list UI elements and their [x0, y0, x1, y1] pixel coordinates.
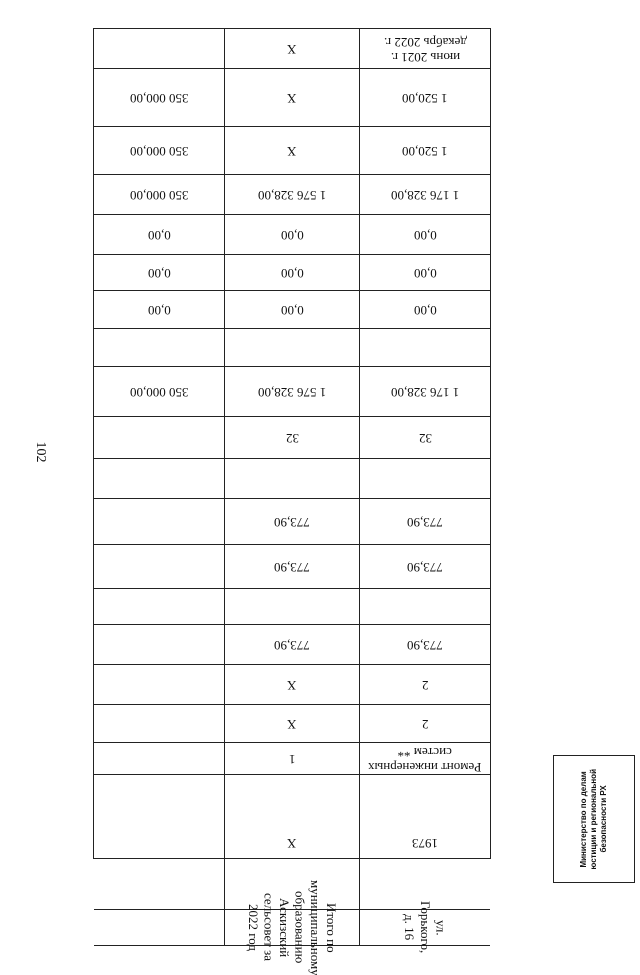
data-table	[93, 28, 491, 975]
table-cell	[360, 329, 490, 367]
table-cell	[94, 29, 225, 69]
table-cell: 773,90	[225, 545, 360, 589]
table-cell	[94, 459, 225, 499]
table-cell	[94, 910, 225, 946]
table-cell	[94, 665, 225, 705]
table-cell: X	[225, 127, 360, 175]
table-cell	[360, 589, 490, 625]
table-cell: 1 576 328,00	[225, 367, 360, 417]
table-cell: 0,00	[94, 255, 225, 291]
table-cell: X	[225, 705, 360, 743]
table-cell: 0,00	[225, 215, 360, 255]
table-cell	[225, 329, 360, 367]
table-cell	[94, 705, 225, 743]
table-cell: 1 576 328,00	[225, 175, 360, 215]
table-cell: X	[225, 69, 360, 127]
table-cell: X	[225, 775, 360, 910]
table-cell: Итого по муниципальному образованию Аскизский сельсовет за 2022 год	[225, 910, 360, 946]
table-cell	[94, 417, 225, 459]
table-cell: 350 000,00	[94, 175, 225, 215]
table-cell: 773,90	[360, 545, 490, 589]
page-number: 102	[33, 441, 48, 463]
table-cell: 1	[225, 743, 360, 775]
table-cell: X	[225, 29, 360, 69]
table-cell: 1 176 328,00	[360, 367, 490, 417]
table-cell: 0,00	[94, 215, 225, 255]
table-cell	[94, 589, 225, 625]
table-cell: 0,00	[225, 291, 360, 329]
table-cell: 0,00	[360, 291, 490, 329]
table-cell: 1 520,00	[360, 127, 490, 175]
table-cell: 773,90	[360, 625, 490, 665]
table-cell: Ремонт инженерных систем **	[360, 743, 490, 775]
table-cell: X	[225, 665, 360, 705]
table-cell: 1 520,00	[360, 69, 490, 127]
table-cell	[94, 499, 225, 545]
table-cell: 773,90	[225, 625, 360, 665]
table-cell: 0,00	[360, 255, 490, 291]
table-cell: 2	[360, 665, 490, 705]
table-cell: июнь 2021 г. декабрь 2022 г.	[360, 29, 490, 69]
table-cell	[94, 743, 225, 775]
table-cell: 0,00	[225, 255, 360, 291]
table-cell: 0,00	[94, 291, 225, 329]
table-cell	[94, 329, 225, 367]
table-cell: 0,00	[360, 215, 490, 255]
stamp-text: Министерство по делам юстиции и региональной безопасности РХ	[579, 768, 608, 870]
ministry-stamp	[553, 755, 635, 883]
table-cell: 773,90	[360, 499, 490, 545]
table-cell: 350 000,00	[94, 367, 225, 417]
table-cell: 1 176 328,00	[360, 175, 490, 215]
table-cell: 773,90	[225, 499, 360, 545]
table-cell: 32	[225, 417, 360, 459]
table-cell	[94, 775, 225, 910]
table-cell	[94, 545, 225, 589]
table-cell	[225, 459, 360, 499]
table-cell: ул. Горького, д. 16	[360, 910, 490, 946]
table-cell	[360, 459, 490, 499]
table-cell	[225, 589, 360, 625]
table-cell: 32	[360, 417, 490, 459]
table-cell: 2	[360, 705, 490, 743]
table-cell	[94, 625, 225, 665]
table-cell: 350 000,00	[94, 69, 225, 127]
table-cell: 1973	[360, 775, 490, 910]
table-cell: 350 000,00	[94, 127, 225, 175]
